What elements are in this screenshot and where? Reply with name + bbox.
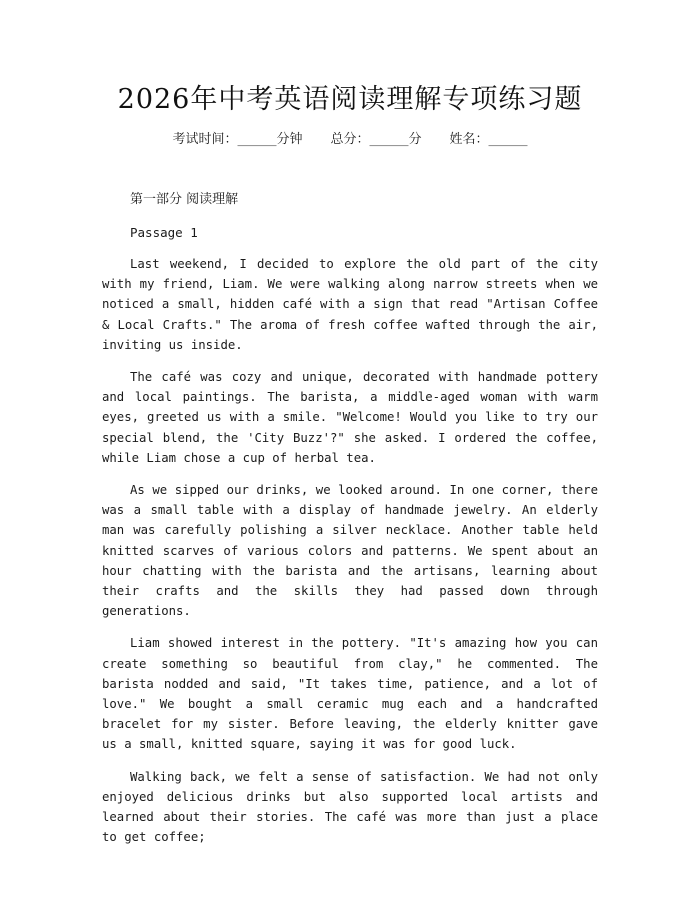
passage-paragraph-4: Liam showed interest in the pottery. "It's amazing how you can create something so beautiful from clay," he commented. The barista nodded and said, "It takes time, patience, and a lot of love." We bought a small ceramic mug each and a handcrafted bracelet for my sister. Before leaving, the elderly knitter gave us a small, knitted square, saying it was for good luck.	[102, 636, 598, 752]
exam-score-field: 总分：______分	[330, 132, 422, 147]
passage-body	[102, 254, 598, 859]
section-heading: 第一部分 阅读理解	[130, 192, 239, 207]
page-title: 2026年中考英语阅读理解专项练习题	[117, 84, 583, 115]
exam-time-field: 考试时间：______分钟	[172, 132, 303, 147]
passage-paragraph-5: Walking back, we felt a sense of satisfaction. We had not only enjoyed delicious drinks but also supported local artists and learned about their stories. The café was more than just a place to get coffee;	[102, 769, 598, 845]
exam-info-line	[0, 130, 700, 150]
passage-paragraph-3: As we sipped our drinks, we looked around. In one corner, there was a small table with a display of handmade jewelry. An elderly man was carefully polishing a silver necklace. Another table held knitted scarves of various colors and patterns. We spent about an hour chatting with the barista and the artisans, learning about their crafts and the skills they had passed down through generations.	[102, 483, 598, 619]
passage-paragraph-1: Last weekend, I decided to explore the old part of the city with my friend, Liam. We were walking along narrow streets when we noticed a small, hidden café with a sign that read "Artisan Coffee & Local Crafts." The aroma of fresh coffee wafted through the air, inviting us inside.	[102, 257, 598, 352]
exam-name-field: 姓名：______	[449, 132, 528, 147]
passage-label: Passage 1	[130, 225, 198, 240]
passage-paragraph-2: The café was cozy and unique, decorated with handmade pottery and local paintings. The barista, a middle-aged woman with warm eyes, greeted us with a smile. "Welcome! Would you like to try our special blend, the 'City Buzz'?" she asked. I ordered the coffee, while Liam chose a cup of herbal tea.	[102, 370, 598, 465]
